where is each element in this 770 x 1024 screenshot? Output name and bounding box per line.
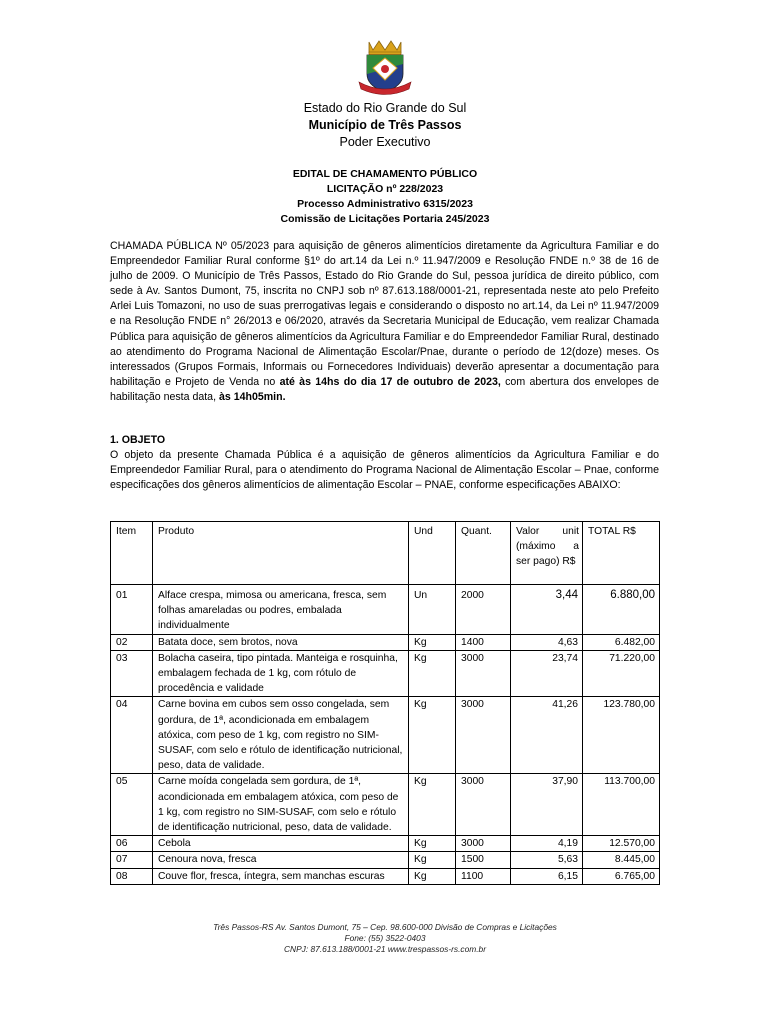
cell-item: 03 bbox=[111, 650, 153, 697]
intro-text-1: CHAMADA PÚBLICA Nº 05/2023 para aquisição de gêneros alimentícios diretamente da Agricultura Familiar e do Empreendedor Familiar Rural conforme §1º do art.14 da Lei n.º 11.947/2009 e Resolução FNDE n.º 38 de 16 de julho de 2009. O Município de Três Passos, Estado do Rio Grande do Sul, pessoa jurídica de direito público, com sede à Av. Santos Dumont, 75, inscrita no CNPJ sob nº 87.613.188/0001-21, representada neste ato pelo Prefeito Arlei Luis Tomazoni, no uso de suas prerrogativas legais e considerando o disposto no art.14, da Lei nº 11.947/2009 e na Resolução FNDE n° 26/2013 e 06/2020, através da Secretaria Municipal de Educação, vem realizar Chamada Pública para aquisição de gêneros alimentícios da Agricultura Familiar e do Empreendedor Familiar Rural, destinado ao atendimento do Programa Nacional de Alimentação Escolar/Pnae, durante o período de 12(doze) meses. Os interessados (Grupos Formais, Informais ou Fornecedores Individuais) deverão apresentar a documentação para habilitação e Projeto de Venda no bbox=[110, 240, 659, 388]
commission-line: Comissão de Licitações Portaria 245/2023 bbox=[280, 213, 490, 225]
header-quant: Quant. bbox=[456, 522, 511, 585]
footer-phone: Fone: (55) 3522-0403 bbox=[344, 933, 426, 943]
cell-quant: 3000 bbox=[456, 774, 511, 836]
cell-produto: Bolacha caseira, tipo pintada. Manteiga e rosquinha, embalagem fechada de 1 kg, com rótulo de procedência e validade bbox=[153, 650, 409, 697]
section-title: 1. OBJETO bbox=[110, 434, 166, 446]
cell-valor: 4,19 bbox=[511, 836, 583, 852]
cell-valor: 23,74 bbox=[511, 650, 583, 697]
cell-item: 08 bbox=[111, 868, 153, 884]
cell-und: Un bbox=[409, 585, 456, 635]
header-item: Item bbox=[111, 522, 153, 585]
cell-quant: 3000 bbox=[456, 650, 511, 697]
cell-total: 113.700,00 bbox=[583, 774, 660, 836]
cell-total: 8.445,00 bbox=[583, 852, 660, 868]
table-row bbox=[111, 836, 660, 852]
cell-quant: 1100 bbox=[456, 868, 511, 884]
cell-valor: 6,15 bbox=[511, 868, 583, 884]
cell-und: Kg bbox=[409, 868, 456, 884]
table-row bbox=[111, 774, 660, 836]
cell-produto: Carne moída congelada sem gordura, de 1ª, acondicionada em embalagem atóxica, com peso de 1 kg, com registro no SIM-SUSAF, com selo e rótulo de identificação nutricional, peso, data de validade. bbox=[153, 774, 409, 836]
coat-of-arms-icon bbox=[355, 38, 415, 96]
table-header-row bbox=[111, 522, 660, 585]
intro-text-2: com abertura dos envelopes de habilitação nesta data, bbox=[110, 375, 659, 403]
branch-name: Poder Executivo bbox=[339, 135, 431, 149]
table-row bbox=[111, 650, 660, 697]
table-row bbox=[111, 868, 660, 884]
cell-quant: 1400 bbox=[456, 634, 511, 650]
header-valor: Valor unit (máximo a ser pago) R$ bbox=[511, 522, 583, 585]
cell-item: 01 bbox=[111, 585, 153, 635]
items-table bbox=[110, 521, 660, 885]
cell-item: 07 bbox=[111, 852, 153, 868]
section-text: O objeto da presente Chamada Pública é a aquisição de gêneros alimentícios da Agricultura Familiar e do Empreendedor Familiar Rural, para o atendimento do Programa Nacional de Alimentação Escolar – Pnae, conforme especificações dos gêneros alimentícios de alimentação Escolar – PNAE, conforme especificações ABAIXO: bbox=[110, 449, 659, 492]
cell-item: 04 bbox=[111, 697, 153, 774]
header-und: Und bbox=[409, 522, 456, 585]
cell-valor: 3,44 bbox=[511, 585, 583, 635]
table-row bbox=[111, 852, 660, 868]
cell-produto: Cenoura nova, fresca bbox=[153, 852, 409, 868]
cell-produto: Couve flor, fresca, íntegra, sem manchas escuras bbox=[153, 868, 409, 884]
cell-total: 12.570,00 bbox=[583, 836, 660, 852]
footer-address: Três Passos-RS Av. Santos Dumont, 75 – Cep. 98.600-000 Divisão de Compras e Licitações bbox=[213, 922, 557, 932]
cell-item: 06 bbox=[111, 836, 153, 852]
cell-valor: 41,26 bbox=[511, 697, 583, 774]
table-row bbox=[111, 697, 660, 774]
cell-total: 71.220,00 bbox=[583, 650, 660, 697]
cell-quant: 3000 bbox=[456, 697, 511, 774]
cell-quant: 2000 bbox=[456, 585, 511, 635]
cell-total: 6.765,00 bbox=[583, 868, 660, 884]
table-row bbox=[111, 585, 660, 635]
cell-und: Kg bbox=[409, 697, 456, 774]
intro-opening-time: às 14h05min. bbox=[218, 390, 286, 403]
process-number: Processo Administrativo 6315/2023 bbox=[297, 198, 473, 210]
cell-quant: 1500 bbox=[456, 852, 511, 868]
cell-und: Kg bbox=[409, 774, 456, 836]
cell-produto: Alface crespa, mimosa ou americana, fresca, sem folhas amareladas ou podres, embalada individualmente bbox=[153, 585, 409, 635]
cell-valor: 5,63 bbox=[511, 852, 583, 868]
municipality-name: Município de Três Passos bbox=[308, 118, 462, 132]
cell-total: 6.880,00 bbox=[583, 585, 660, 635]
footer-cnpj-website: CNPJ: 87.613.188/0001-21 www.trespassos-rs.com.br bbox=[283, 944, 487, 954]
cell-produto: Cebola bbox=[153, 836, 409, 852]
cell-item: 02 bbox=[111, 634, 153, 650]
cell-produto: Batata doce, sem brotos, nova bbox=[153, 634, 409, 650]
cell-und: Kg bbox=[409, 852, 456, 868]
cell-und: Kg bbox=[409, 634, 456, 650]
cell-und: Kg bbox=[409, 650, 456, 697]
header-produto: Produto bbox=[153, 522, 409, 585]
cell-quant: 3000 bbox=[456, 836, 511, 852]
edital-title: EDITAL DE CHAMAMENTO PÚBLICO bbox=[292, 168, 478, 180]
table-row bbox=[111, 634, 660, 650]
state-name: Estado do Rio Grande do Sul bbox=[303, 101, 467, 115]
header-total: TOTAL R$ bbox=[583, 522, 660, 585]
cell-total: 6.482,00 bbox=[583, 634, 660, 650]
cell-produto: Carne bovina em cubos sem osso congelada, sem gordura, de 1ª, acondicionada em embalagem atóxica, com peso de 1 kg, com registro no SIM-SUSAF, com selo e rótulo de identificação nutricional, peso, data de validade. bbox=[153, 697, 409, 774]
cell-item: 05 bbox=[111, 774, 153, 836]
licitacao-number: LICITAÇÃO nº 228/2023 bbox=[326, 183, 444, 195]
cell-total: 123.780,00 bbox=[583, 697, 660, 774]
intro-paragraph bbox=[110, 239, 659, 405]
cell-valor: 4,63 bbox=[511, 634, 583, 650]
cell-valor: 37,90 bbox=[511, 774, 583, 836]
cell-und: Kg bbox=[409, 836, 456, 852]
intro-deadline: até às 14hs do dia 17 de outubro de 2023, bbox=[279, 375, 501, 388]
